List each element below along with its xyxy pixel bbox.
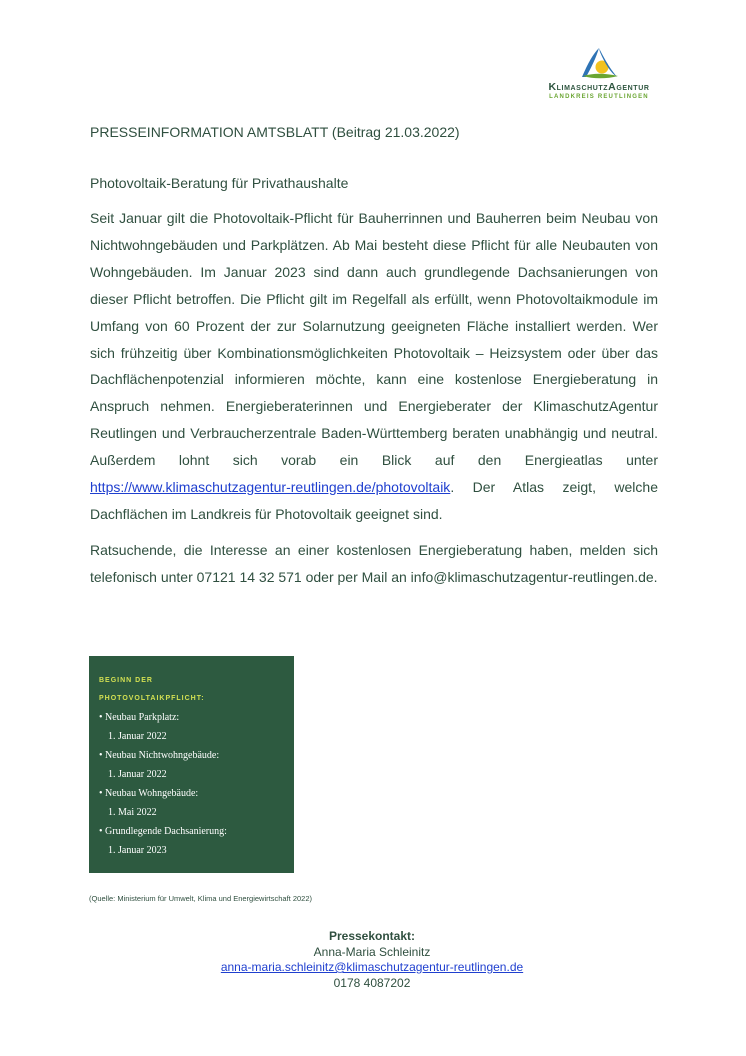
source-note: (Quelle: Ministerium für Umwelt, Klima und Energiewirtschaft 2022) [89, 894, 312, 903]
list-item [99, 784, 284, 822]
paragraph-1-text: Seit Januar gilt die Photovoltaik-Pflicht für Bauherrinnen und Bauherren beim Neubau von Nichtwohngebäuden und Parkplätzen. Ab Mai besteht diese Pflicht für alle Neubauten von Wohngebäuden. Im Januar 2023 sind dann auch grundlegende Dachsanierungen von dieser Pflicht betroffen. Die Pflicht gilt im Regelfall als erfüllt, wenn Photovoltaikmodule im Umfang von 60 Prozent der zur Solarnutzung geeigneten Fläche installiert werden. Wer sich frühzeitig über Kombinationsmöglichkeiten Photovoltaik – Heizsystem oder über das Dachflächenpotenzial informieren möchte, kann eine kostenlose Energieberatung in Anspruch nehmen. Energieberaterinnen und Energieberater der KlimaschutzAgentur Reutlingen und Verbraucherzentrale Baden-Württemberg beraten unabhängig und neutral. Außerdem lohnt sich vorab ein Blick auf den Energieatlas unter [90, 210, 658, 469]
list-item [99, 708, 284, 746]
article-title: Photovoltaik-Beratung für Privathaushalte [90, 175, 349, 191]
info-box-title [99, 672, 284, 708]
press-contact-name: Anna-Maria Schleinitz [313, 944, 431, 959]
press-contact-phone: 0178 4087202 [333, 975, 411, 990]
info-box [89, 656, 294, 873]
paragraph-1 [90, 205, 658, 528]
list-item-label: • Neubau Nichtwohngebäude: [99, 746, 284, 765]
logo-name: KlimaschutzAgentur [548, 81, 650, 93]
list-item-label: • Neubau Wohngebäude: [99, 784, 284, 803]
page-heading: PRESSEINFORMATION AMTSBLATT (Beitrag 21.03.2022) [90, 124, 460, 140]
paragraph-2: Ratsuchende, die Interesse an einer kostenlosen Energieberatung haben, melden sich telefonisch unter 07121 14 32 571 oder per Mail an info@klimaschutzagentur-reutlingen.de. [90, 541, 658, 585]
klimaschutzagentur-logo-icon [577, 46, 621, 80]
list-item-date: 1. Januar 2023 [108, 845, 167, 856]
list-item-label: • Neubau Parkplatz: [99, 708, 284, 727]
article-body [90, 205, 658, 591]
list-item-date: 1. Januar 2022 [108, 731, 167, 742]
list-item [99, 746, 284, 784]
press-contact-email-link[interactable]: anna-maria.schleinitz@klimaschutzagentur-reutlingen.de [220, 960, 524, 974]
paragraph-1-tail: . Der Atlas zeigt, welche Dachflächen im Landkreis für Photovoltaik geeignet sind. [90, 479, 658, 522]
info-box-title-line-1: BEGINN DER [99, 677, 153, 684]
list-item-label: • Grundlegende Dachsanierung: [99, 822, 284, 841]
info-box-title-line-2: PHOTOVOLTAIKPFLICHT: [99, 695, 205, 702]
list-item-date: 1. Mai 2022 [108, 807, 157, 818]
logo [533, 46, 665, 102]
press-contact-label: Pressekontakt: [328, 929, 416, 943]
list-item [99, 822, 284, 860]
info-box-list [99, 708, 284, 860]
list-item-date: 1. Januar 2022 [108, 769, 167, 780]
energieatlas-link[interactable]: https://www.klimaschutzagentur-reutlingen.de/photovoltaik [90, 479, 451, 496]
logo-subtitle: LANDKREIS REUTLINGEN [549, 94, 649, 100]
press-contact [186, 929, 558, 991]
